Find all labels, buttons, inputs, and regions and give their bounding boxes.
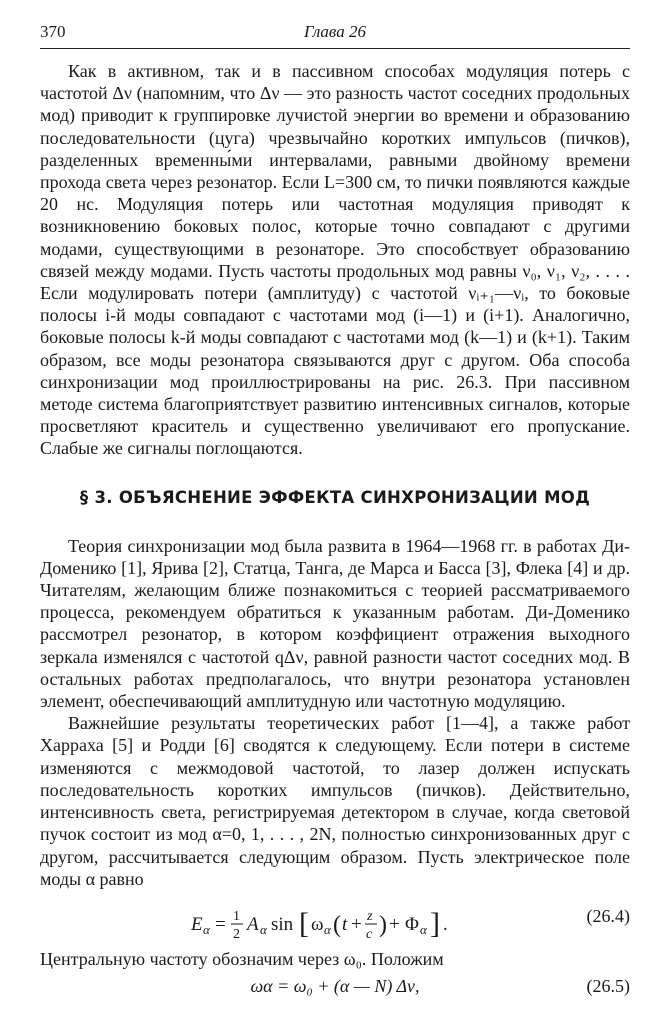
header-rule bbox=[40, 48, 630, 49]
svg-text:α: α bbox=[203, 921, 210, 937]
section-heading: § 3. ОБЪЯСНЕНИЕ ЭФФЕКТА СИНХРОНИЗАЦИИ МОД bbox=[79, 487, 591, 507]
svg-text:(: ( bbox=[333, 911, 341, 938]
svg-text:[: [ bbox=[299, 906, 309, 940]
svg-text:+: + bbox=[389, 913, 400, 935]
svg-text:.: . bbox=[443, 913, 448, 935]
svg-text:=: = bbox=[215, 913, 226, 935]
running-title: Глава 26 bbox=[304, 22, 366, 41]
svg-text:c: c bbox=[366, 926, 373, 942]
svg-text:sin: sin bbox=[271, 913, 294, 935]
equation-26-5-formula: ωα = ω₀ + (α — N) Δν, bbox=[250, 976, 420, 997]
equation-26-4 bbox=[40, 896, 630, 940]
paragraph-theory-history: Теория синхронизации мод была развита в 1964—1968 гг. в работах Ди-Доменико [1], Ярива [2], Статца, Танга, де Марса и Басса [3], Флека [4] и др. Читателям, желающим ближе познакомиться с теорией рассматриваемого процесса, рекомендуем обратиться к указанным работам. Ди-Доменико рассмотрел резонатор, в котором коэффициент отражения выходного зеркала изменялся с частотой qΔν, равной разности частот соседних мод. В остальных работах предполагалось, что внутри резонатора установлен элемент, обеспечивающий амплитудную или частотную модуляцию. bbox=[40, 535, 630, 712]
svg-text:]: ] bbox=[430, 906, 440, 940]
svg-text:E: E bbox=[191, 913, 203, 935]
svg-text:Φ: Φ bbox=[405, 913, 419, 935]
svg-text:α: α bbox=[260, 921, 267, 937]
paragraph-mode-modulation: Как в активном, так и в пассивном способах модуляция потерь с частотой Δν (напомним, что Δν — это разность частот соседних продольных мод) приводит к группировке лучистой энергии во времени и образованию последовательности (цуга) чрезвычайно коротких импульсов (пичков), разделенных временны́ми интервалами, равными двойному времени прохода света через резонатор. Если L=300 см, то пички появляются каждые 20 нс. Модуляция потерь или частотная модуляция приводят к возникновению боковых полос, которые точно совпадают с другими модами, существующими в резонаторе. Это способствует образованию связей между модами. Пусть частоты продольных мод равны ν₀, ν₁, ν₂, . . . . Если модулировать потери (амплитуду) с частотой νᵢ₊₁—νᵢ, то боковые полосы i-й моды совпадают с частотами мод (i—1) и (i+1). Аналогично, боковые полосы k-й моды совпадают с частотами мод (k—1) и (k+1). Таким образом, все моды резонатора связываются друг с другом. Оба способа синхронизации мод проиллюстрированы на рис. 26.3. При пассивном методе система благоприятствует развитию интенсивных сигналов, которые просветляют краситель и существенно увеличивают его пропускание. Слабые же сигналы поглощаются. bbox=[40, 61, 630, 459]
svg-text:ω: ω bbox=[311, 913, 324, 935]
svg-text:): ) bbox=[379, 911, 387, 938]
svg-text:α: α bbox=[420, 921, 427, 937]
page-header bbox=[40, 18, 630, 48]
svg-text:A: A bbox=[247, 913, 259, 935]
equation-26-4-number: (26.4) bbox=[586, 905, 630, 926]
equation-26-4-formula bbox=[40, 906, 630, 946]
svg-text:t: t bbox=[342, 913, 348, 935]
svg-text:1: 1 bbox=[233, 908, 240, 924]
equation-26-5-number: (26.5) bbox=[586, 976, 630, 997]
svg-text:2: 2 bbox=[233, 926, 240, 942]
svg-text:z: z bbox=[367, 908, 373, 924]
equation-26-5 bbox=[40, 972, 630, 1006]
paragraph-central-frequency: Центральную частоту обозначим через ω₀. Положим bbox=[40, 948, 444, 969]
paragraph-theory-results: Важнейшие результаты теоретических работ [1—4], а также работ Харраха [5] и Родди [6] сводятся к следующему. Если потери в системе изменяются с межмодовой частотой, то лазер должен испускать последовательность коротких импульсов (пичков). Действительно, интенсивность света, регистрируемая детектором в случае, когда световой пучок состоит из мод α=0, 1, . . . , 2N, полностью синхронизованных друг с другом, рассчитывается следующим образом. Пусть электрическое поле моды α равно bbox=[40, 713, 630, 889]
page-body bbox=[40, 60, 630, 1014]
svg-text:α: α bbox=[324, 921, 331, 937]
equation-26-4-svg bbox=[185, 906, 485, 946]
page-number: 370 bbox=[40, 22, 66, 41]
svg-text:+: + bbox=[351, 913, 362, 935]
